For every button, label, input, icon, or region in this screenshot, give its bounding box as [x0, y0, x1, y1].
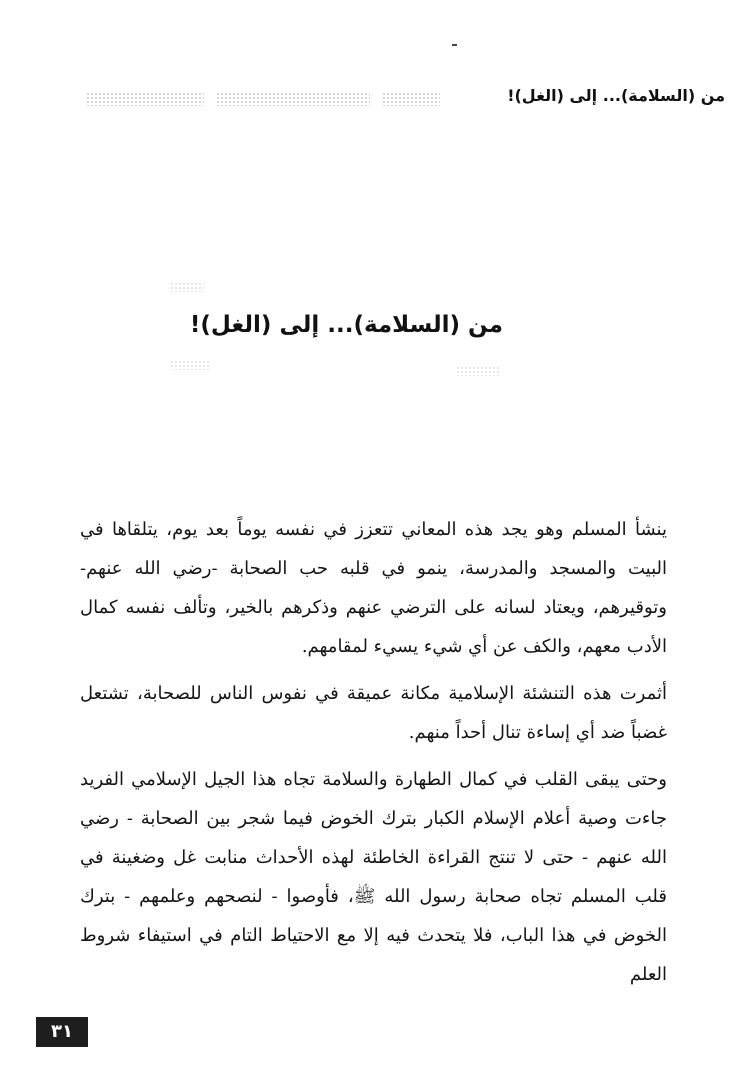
body-text: [80, 510, 667, 994]
page-number: ٣١: [36, 1017, 88, 1047]
title-scan-noise: [456, 366, 500, 376]
chapter-title: من (السلامة)... إلى (الغل)!: [189, 312, 503, 338]
header-scan-noise: [86, 92, 204, 106]
paragraph: أثمرت هذه التنشئة الإسلامية مكانة عميقة في نفوس الناس للصحابة، تشتعل غضباً ضد أي إساءة تنال أحداً منهم.: [80, 683, 667, 743]
header-scan-noise: [216, 92, 370, 106]
title-scan-noise: [170, 360, 210, 370]
title-scan-noise: [170, 282, 204, 292]
running-header: من (السلامة)... إلى (الغل)!: [507, 86, 725, 105]
paragraph: وحتى يبقى القلب في كمال الطهارة والسلامة تجاه هذا الجيل الإسلامي الفريد جاءت وصية أعلام الإسلام الكبار بترك الخوض فيما شجر بين الصحابة - رضي الله عنهم - حتى لا تنتج القراءة الخاطئة لهذه الأحداث منابت غل وضغينة في قلب المسلم تجاه صحابة رسول الله ﷺ، فأوصوا - لنصحهم وعلمهم - بترك الخوض في هذا الباب، فلا يتحدث فيه إلا مع الاحتياط التام في استيفاء شروط العلم: [80, 769, 667, 985]
top-print-mark: [452, 44, 457, 46]
header-scan-noise: [382, 92, 440, 106]
paragraph: ينشأ المسلم وهو يجد هذه المعاني تتعزز في نفسه يوماً بعد يوم، يتلقاها في البيت والمسجد والمدرسة، ينمو في قلبه حب الصحابة -رضي الله عنهم- وتوقيرهم، ويعتاد لسانه على الترضي عنهم وذكرهم بالخير، وتألف نفسه كمال الأدب معهم، والكف عن أي شيء يسيء لمقامهم.: [80, 519, 667, 657]
